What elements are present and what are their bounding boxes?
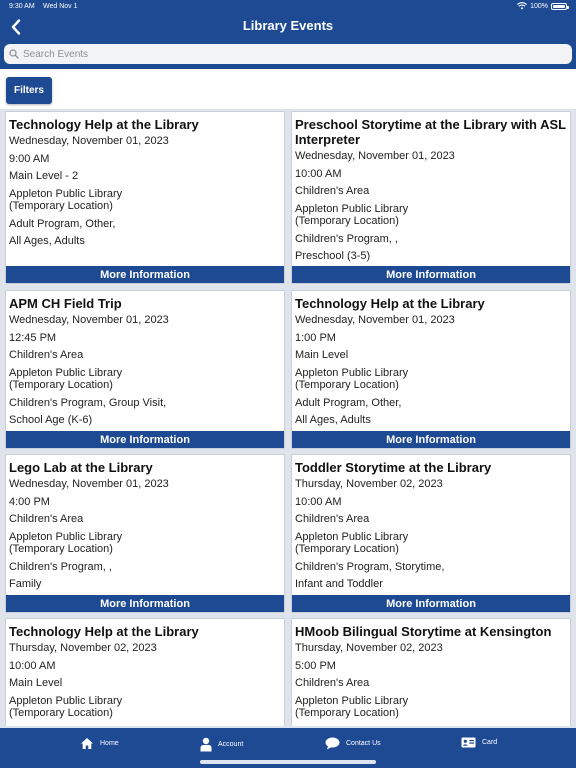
- event-card[interactable]: [291, 290, 571, 449]
- event-date: Wednesday, November 01, 2023: [295, 314, 455, 326]
- page-title: Library Events: [242, 18, 334, 33]
- event-date: Wednesday, November 01, 2023: [9, 314, 169, 326]
- event-title: Technology Help at the Library: [9, 624, 199, 639]
- event-location: Appleton Public Library: [295, 366, 409, 379]
- status-time: 9:30 AM: [9, 3, 35, 10]
- event-title: Toddler Storytime at the Library: [295, 460, 492, 475]
- search-icon: [9, 49, 19, 59]
- event-room: Children's Area: [9, 513, 84, 525]
- event-categories: Children's Program, ,: [9, 560, 112, 573]
- event-title: Lego Lab at the Library: [9, 460, 153, 475]
- event-card[interactable]: [291, 111, 571, 284]
- search-input[interactable]: [23, 49, 543, 60]
- status-indicators: [517, 2, 567, 10]
- event-location: Appleton Public Library: [9, 694, 123, 707]
- event-location: Appleton Public Library: [9, 366, 123, 379]
- event-audience: Infant and Toddler: [295, 578, 383, 590]
- home-indicator: [200, 760, 376, 764]
- event-time: 10:00 AM: [295, 167, 342, 180]
- event-time: 10:00 AM: [295, 495, 342, 508]
- event-title: Preschool Storytime at the Library with ASL Interpreter: [295, 117, 566, 147]
- event-title: APM CH Field Trip: [9, 296, 122, 311]
- event-location: Appleton Public Library: [295, 202, 409, 215]
- event-room: Children's Area: [295, 677, 370, 689]
- event-room: Children's Area: [295, 185, 370, 197]
- event-audience: All Ages, Adults: [9, 235, 85, 247]
- search-field[interactable]: [4, 44, 572, 64]
- battery-icon: [551, 3, 567, 10]
- tab-label: Contact Us: [346, 740, 381, 747]
- event-audience: All Ages, Adults: [295, 414, 371, 426]
- more-information-button[interactable]: More Information: [6, 431, 284, 448]
- wifi-icon: [517, 2, 527, 10]
- event-card[interactable]: [5, 454, 285, 613]
- more-information-button[interactable]: More Information: [292, 266, 570, 283]
- event-location-note: (Temporary Location): [295, 215, 399, 227]
- event-title: HMoob Bilingual Storytime at Kensington: [295, 624, 552, 639]
- event-time: 5:00 PM: [295, 659, 336, 672]
- event-date: Wednesday, November 01, 2023: [9, 478, 169, 490]
- event-categories: Children's Program, Group Visit,: [9, 396, 167, 409]
- event-time: 12:45 PM: [9, 331, 57, 344]
- home-icon: [80, 737, 94, 750]
- event-card[interactable]: [5, 111, 285, 284]
- event-date: Wednesday, November 01, 2023: [9, 135, 169, 147]
- event-title: Technology Help at the Library: [295, 296, 485, 311]
- event-categories: Adult Program, Other,: [295, 396, 402, 409]
- event-time: 4:00 PM: [9, 495, 50, 508]
- battery-percent: 100%: [530, 2, 548, 10]
- event-room: Main Level: [9, 677, 63, 689]
- event-grid: [0, 109, 576, 726]
- tab-label: Home: [100, 740, 119, 747]
- event-date: Thursday, November 02, 2023: [295, 478, 443, 490]
- tab-account[interactable]: [200, 737, 243, 752]
- person-icon: [200, 737, 212, 752]
- event-date: Thursday, November 02, 2023: [9, 642, 157, 654]
- event-location: Appleton Public Library: [295, 694, 409, 707]
- event-audience: School Age (K-6): [9, 414, 93, 426]
- more-information-button[interactable]: More Information: [6, 266, 284, 283]
- event-card[interactable]: [291, 618, 571, 726]
- event-location: Appleton Public Library: [9, 187, 123, 200]
- event-card[interactable]: [5, 618, 285, 726]
- library-card-icon: [461, 737, 476, 748]
- event-location-note: (Temporary Location): [295, 707, 399, 719]
- event-room: Children's Area: [295, 513, 370, 525]
- tab-contact-us[interactable]: [325, 737, 381, 750]
- search-bar: [0, 40, 576, 69]
- event-categories: Adult Program, Other,: [9, 217, 116, 230]
- more-information-button[interactable]: More Information: [292, 431, 570, 448]
- event-location-note: (Temporary Location): [9, 707, 113, 719]
- event-location-note: (Temporary Location): [9, 543, 113, 555]
- event-title: Technology Help at the Library: [9, 117, 199, 132]
- tab-home[interactable]: [80, 737, 119, 750]
- event-location: Appleton Public Library: [295, 530, 409, 543]
- status-bar: [0, 0, 576, 14]
- filter-bar: [0, 69, 576, 109]
- filters-button[interactable]: Filters: [6, 77, 52, 104]
- event-card[interactable]: [291, 454, 571, 613]
- event-room: Main Level - 2: [9, 170, 79, 182]
- event-date: Thursday, November 02, 2023: [295, 642, 443, 654]
- status-date: Wed Nov 1: [43, 3, 78, 10]
- event-audience: Family: [9, 578, 42, 590]
- more-information-button[interactable]: More Information: [6, 595, 284, 612]
- event-time: 9:00 AM: [9, 152, 50, 165]
- event-location-note: (Temporary Location): [9, 200, 113, 212]
- tab-label: Account: [218, 741, 244, 748]
- event-categories: Children's Program, Storytime,: [295, 560, 445, 573]
- event-audience: Preschool (3-5): [295, 250, 371, 262]
- nav-bar: [0, 14, 576, 40]
- event-room: Children's Area: [9, 349, 84, 361]
- event-card[interactable]: [5, 290, 285, 449]
- tab-label: Card: [482, 739, 498, 746]
- event-location: Appleton Public Library: [9, 530, 123, 543]
- tab-card[interactable]: [461, 737, 497, 748]
- event-time: 10:00 AM: [9, 659, 56, 672]
- event-location-note: (Temporary Location): [295, 379, 399, 391]
- event-categories: Children's Program, ,: [295, 232, 398, 245]
- event-room: Main Level: [295, 349, 349, 361]
- more-information-button[interactable]: More Information: [292, 595, 570, 612]
- chat-bubble-icon: [325, 737, 340, 750]
- event-time: 1:00 PM: [295, 331, 336, 344]
- event-location-note: (Temporary Location): [295, 543, 399, 555]
- event-date: Wednesday, November 01, 2023: [295, 150, 455, 162]
- event-location-note: (Temporary Location): [9, 379, 113, 391]
